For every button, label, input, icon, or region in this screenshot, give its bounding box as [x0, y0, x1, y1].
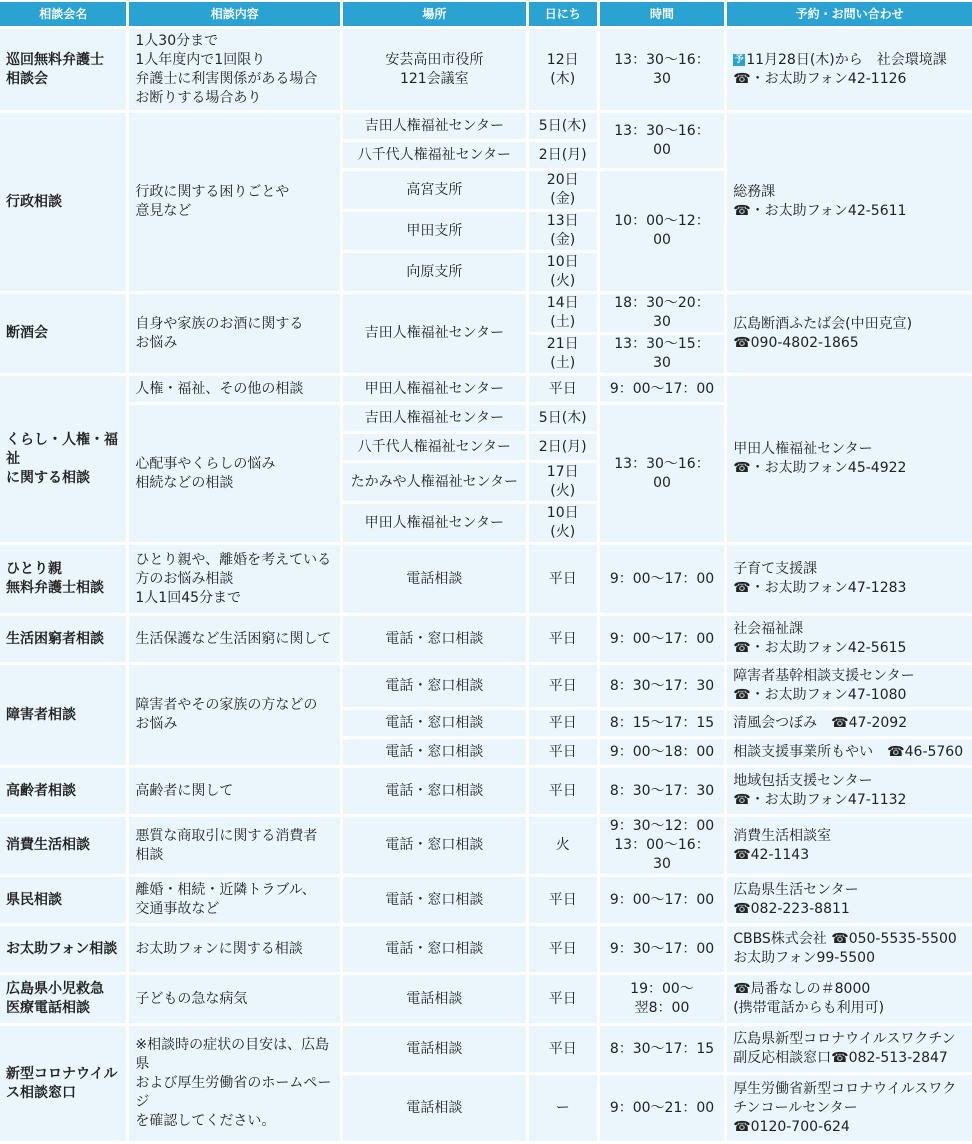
row-place: 向原支所	[343, 253, 526, 291]
row-place: 電話・窓口相談	[343, 877, 526, 923]
row-date: 平日	[529, 376, 597, 402]
row-place: 電話相談	[343, 1075, 526, 1141]
row-time: 8：30～17：30	[600, 768, 724, 814]
row-date: 平日	[529, 739, 597, 765]
row-time: 8：30～17：15	[600, 1026, 724, 1072]
row-time: 13：30～16：00	[600, 405, 724, 542]
row-contact: 障害者基幹相談支援センター ☎・お太助フォン47-1080	[727, 665, 972, 707]
header-row	[0, 2, 972, 26]
row-time: 13：30～15：30	[600, 335, 724, 373]
row-name: 断酒会	[0, 294, 126, 373]
row-date: 13日(金)	[529, 212, 597, 250]
table-row	[0, 376, 972, 402]
row-contact	[727, 29, 972, 110]
row-place: 電話相談	[343, 545, 526, 613]
row-date: 10日(火)	[529, 253, 597, 291]
row-date: 平日	[529, 545, 597, 613]
row-content: お太助フォンに関する相談	[129, 926, 340, 972]
row-content: 行政に関する困りごとや 意見など	[129, 113, 340, 291]
row-content: 障害者やその家族の方などの お悩み	[129, 665, 340, 765]
row-date: 21日(土)	[529, 335, 597, 373]
row-time: 9：00～17：00	[600, 376, 724, 402]
table-row	[0, 817, 972, 874]
row-name: ひとり親 無料弁護士相談	[0, 545, 126, 613]
row-place: 八千代人権福祉センター	[343, 434, 526, 460]
row-content: 心配事やくらしの悩み 相続などの相談	[129, 405, 340, 542]
row-name: 生活困窮者相談	[0, 616, 126, 662]
header-time: 時間	[600, 2, 724, 26]
row-date: 平日	[529, 877, 597, 923]
row-content: 高齢者に関して	[129, 768, 340, 814]
header-date: 日にち	[529, 2, 597, 26]
row-content: 離婚・相続・近隣トラブル、 交通事故など	[129, 877, 340, 923]
header-place: 場所	[343, 2, 526, 26]
table-row	[0, 975, 972, 1023]
row-date: 5日(木)	[529, 113, 597, 139]
row-name: 新型コロナウイル ス相談窓口	[0, 1026, 126, 1141]
table-row	[0, 616, 972, 662]
row-content: ひとり親や、離婚を考えている 方のお悩み相談 1人1回45分まで	[129, 545, 340, 613]
row-date: 平日	[529, 616, 597, 662]
row-date: 14日(土)	[529, 294, 597, 332]
row-name: お太助フォン相談	[0, 926, 126, 972]
row-place: 吉田人権福祉センター	[343, 113, 526, 139]
row-date: 平日	[529, 768, 597, 814]
contact-text: 11月28日(木)から 社会環境課 ☎・お太助フォン42-1126	[733, 51, 947, 87]
row-place: 安芸高田市役所 121会議室	[343, 29, 526, 110]
row-date: 平日	[529, 926, 597, 972]
row-contact: 地域包括支援センター ☎・お太助フォン47-1132	[727, 768, 972, 814]
row-place: 電話相談	[343, 975, 526, 1023]
row-content: 生活保護など生活困窮に関して	[129, 616, 340, 662]
row-place: 電話・窓口相談	[343, 665, 526, 707]
table-row	[0, 545, 972, 613]
row-place: たかみや人権福祉センター	[343, 463, 526, 501]
row-place: 甲田人権福祉センター	[343, 376, 526, 402]
row-name: 消費生活相談	[0, 817, 126, 874]
row-time: 13：30～16：30	[600, 29, 724, 110]
row-name: くらし・人権・福祉 に関する相談	[0, 376, 126, 542]
row-time: 18：30～20：30	[600, 294, 724, 332]
row-name: 巡回無料弁護士 相談会	[0, 29, 126, 110]
row-place: 吉田人権福祉センター	[343, 405, 526, 431]
row-content: 悪質な商取引に関する消費者 相談	[129, 817, 340, 874]
row-place: 電話・窓口相談	[343, 768, 526, 814]
row-contact: 広島県新型コロナウイルスワクチン 副反応相談窓口☎082-513-2847	[727, 1026, 972, 1072]
row-time: 9：00～17：00	[600, 545, 724, 613]
table-row	[0, 665, 972, 707]
row-date: 火	[529, 817, 597, 874]
row-content: 人権・福祉、その他の相談	[129, 376, 340, 402]
table-row	[0, 294, 972, 332]
row-date: 平日	[529, 710, 597, 736]
row-contact: 相談支援事業所もやい ☎46-5760	[727, 739, 972, 765]
row-time: 10：00～12：00	[600, 171, 724, 291]
row-date: 平日	[529, 975, 597, 1023]
reservation-badge-icon: 予	[734, 54, 744, 65]
row-place: 八千代人権福祉センター	[343, 142, 526, 168]
row-place: 甲田支所	[343, 212, 526, 250]
row-time: 9：00～18：00	[600, 739, 724, 765]
header-name: 相談会名	[0, 2, 126, 26]
row-place: 電話・窓口相談	[343, 817, 526, 874]
row-name: 障害者相談	[0, 665, 126, 765]
row-contact: 厚生労働省新型コロナウイルスワク チンコールセンター ☎0120-700-624	[727, 1075, 972, 1141]
table-row	[0, 877, 972, 923]
row-date: 2日(月)	[529, 142, 597, 168]
row-date: 10日(火)	[529, 504, 597, 542]
row-contact: 消費生活相談室 ☎42-1143	[727, 817, 972, 874]
row-date: 平日	[529, 1026, 597, 1072]
row-time: 8：30～17：30	[600, 665, 724, 707]
row-time: 9：00～17：00	[600, 877, 724, 923]
table-row	[0, 29, 972, 110]
row-time: 9：30～12：00 13：00～16：30	[600, 817, 724, 874]
row-place: 電話・窓口相談	[343, 710, 526, 736]
row-content: ※相談時の症状の目安は、広島県 および厚生労働省のホームページ を確認してください。	[129, 1026, 340, 1141]
row-contact: 清風会つぼみ ☎47-2092	[727, 710, 972, 736]
row-time: 9：00～21：00	[600, 1075, 724, 1141]
header-contact: 予約・お問い合わせ	[727, 2, 972, 26]
row-place: 電話・窓口相談	[343, 926, 526, 972]
header-content: 相談内容	[129, 2, 340, 26]
row-place: 電話相談	[343, 1026, 526, 1072]
row-place: 高宮支所	[343, 171, 526, 209]
row-name: 広島県小児救急 医療電話相談	[0, 975, 126, 1023]
row-time: 19：00～ 翌8：00	[600, 975, 724, 1023]
row-time: 8：15～17：15	[600, 710, 724, 736]
row-date: 17日(火)	[529, 463, 597, 501]
row-contact: 社会福祉課 ☎・お太助フォン42-5615	[727, 616, 972, 662]
table-row	[0, 113, 972, 139]
row-time: 9：00～17：00	[600, 616, 724, 662]
table-row	[0, 768, 972, 814]
table-row	[0, 926, 972, 972]
row-date: ー	[529, 1075, 597, 1141]
row-contact: 子育て支援課 ☎・お太助フォン47-1283	[727, 545, 972, 613]
row-contact: 広島断酒ふたば会(中田克宣) ☎090-4802-1865	[727, 294, 972, 373]
row-name: 県民相談	[0, 877, 126, 923]
row-date: 2日(月)	[529, 434, 597, 460]
row-date: 5日(木)	[529, 405, 597, 431]
row-date: 20日(金)	[529, 171, 597, 209]
table-row	[0, 1026, 972, 1072]
row-content: 子どもの急な病気	[129, 975, 340, 1023]
row-contact: 甲田人権福祉センター ☎・お太助フォン45-4922	[727, 376, 972, 542]
row-time: 13：30～16：00	[600, 113, 724, 168]
row-place: 電話・窓口相談	[343, 616, 526, 662]
row-content: 1人30分まで 1人年度内で1回限り 弁護士に利害関係がある場合 お断りする場合あり	[129, 29, 340, 110]
row-time: 9：30～17：00	[600, 926, 724, 972]
row-name: 高齢者相談	[0, 768, 126, 814]
row-place: 吉田人権福祉センター	[343, 294, 526, 373]
row-date: 12日(木)	[529, 29, 597, 110]
row-place: 電話・窓口相談	[343, 739, 526, 765]
row-contact: ☎局番なしの＃8000 (携帯電話からも利用可)	[727, 975, 972, 1023]
row-contact: 広島県生活センター ☎082-223-8811	[727, 877, 972, 923]
row-place: 甲田人権福祉センター	[343, 504, 526, 542]
row-contact: CBBS株式会社 ☎050-5535-5500 お太助フォン99-5500	[727, 926, 972, 972]
row-contact: 総務課 ☎・お太助フォン42-5611	[727, 113, 972, 291]
row-date: 平日	[529, 665, 597, 707]
row-name: 行政相談	[0, 113, 126, 291]
row-content: 自身や家族のお酒に関する お悩み	[129, 294, 340, 373]
